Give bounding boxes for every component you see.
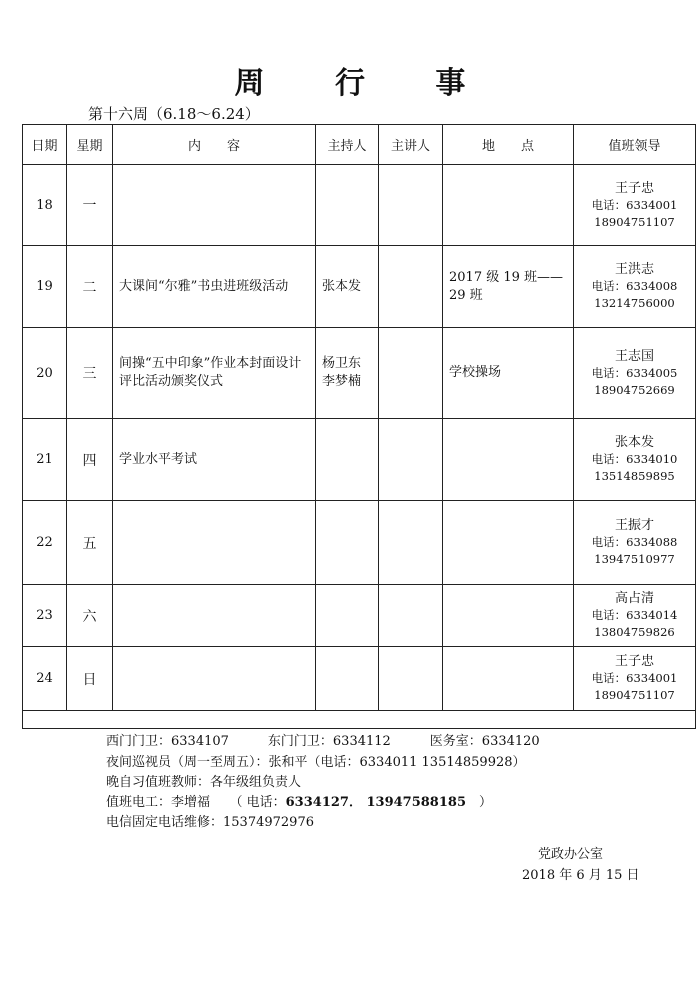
- table-row: [23, 501, 696, 585]
- leader-phone: 电话：6334005: [591, 365, 678, 380]
- speaker-cell: [379, 165, 443, 246]
- leader-name: 王洪志: [614, 262, 654, 277]
- weekday-cell: 五: [67, 501, 113, 585]
- weekday-cell: 六: [67, 585, 113, 647]
- date-cell: 22: [23, 501, 67, 585]
- speaker-cell: [379, 501, 443, 585]
- host-cell: [316, 585, 379, 647]
- leader-mobile: 13804759826: [594, 625, 675, 639]
- table-row: [23, 246, 696, 328]
- evening-duty: 晚自习值班教师：各年级组负责人: [106, 775, 302, 790]
- leader-name: 高占清: [614, 591, 654, 606]
- leader-mobile: 18904751107: [594, 214, 675, 229]
- weekday-cell: 日: [67, 647, 113, 711]
- speaker-cell: [379, 585, 443, 647]
- date-cell: 20: [23, 328, 67, 419]
- content-cell: 学业水平考试: [113, 419, 316, 501]
- leader-phone: 电话：6334010: [591, 452, 678, 466]
- leader-cell: [574, 246, 696, 328]
- header-speaker: 主讲人: [379, 125, 443, 165]
- speaker-cell: [379, 246, 443, 328]
- table-row: [23, 328, 696, 419]
- content-cell: [113, 647, 316, 711]
- table-row: [23, 419, 696, 501]
- header-host: 主持人: [316, 125, 379, 165]
- electrician-phones: 6334127． 13947588185: [285, 795, 466, 810]
- telecom-repair: 电信固定电话维修：15374972976: [106, 815, 314, 830]
- leader-phone: 电话：6334008: [591, 279, 678, 293]
- place-cell: [443, 165, 574, 246]
- date-cell: 21: [23, 419, 67, 501]
- date-cell: 23: [23, 585, 67, 647]
- speaker-cell: [379, 328, 443, 419]
- gate-phones: 西门门卫：6334107 东门门卫：6334112 医务室：6334120: [106, 734, 540, 749]
- leader-phone: 电话：6334088: [591, 535, 678, 549]
- leader-cell: [574, 165, 696, 246]
- content-cell: [113, 585, 316, 647]
- speaker-cell: [379, 647, 443, 711]
- place-cell: [443, 501, 574, 585]
- date-cell: 19: [23, 246, 67, 328]
- content-cell: [113, 165, 316, 246]
- place-cell: 学校操场: [443, 328, 574, 419]
- content-cell: 间操“五中印象”作业本封面设计评比活动颁奖仪式: [113, 328, 316, 419]
- filler-cell: [23, 711, 696, 729]
- night-patrol: 夜间巡视员（周一至周五）：张和平（电话：6334011 13514859928）: [106, 755, 526, 770]
- leader-name: 王振才: [614, 518, 654, 533]
- electrician-close: ）: [465, 795, 492, 810]
- leader-cell: [574, 419, 696, 501]
- host-cell: [316, 165, 379, 246]
- leader-mobile: 13947510977: [594, 552, 675, 566]
- header-leader: 值班领导: [574, 125, 696, 165]
- leader-phone: 电话：6334001: [591, 671, 678, 685]
- content-cell: [113, 501, 316, 585]
- host-cell: [316, 501, 379, 585]
- leader-name: 王子忠: [614, 180, 654, 196]
- host-cell: [316, 419, 379, 501]
- office-signature: 党政办公室: [538, 847, 604, 862]
- leader-mobile: 18904751107: [594, 688, 675, 702]
- leader-mobile: 18904752669: [594, 382, 675, 397]
- host-cell: [316, 647, 379, 711]
- electrician-label: 值班电工：李增福 （ 电话：: [106, 795, 286, 810]
- place-cell: [443, 647, 574, 711]
- leader-name: 张本发: [614, 435, 654, 450]
- leader-name: 王子忠: [614, 654, 654, 669]
- host-cell: 杨卫东 李梦楠: [316, 328, 379, 419]
- leader-cell: [574, 585, 696, 647]
- place-cell: 2017 级 19 班——29 班: [443, 246, 574, 328]
- table-row: [23, 647, 696, 711]
- signature-date: 2018 年 6 月 15 日: [522, 868, 640, 883]
- schedule-table: [22, 124, 696, 729]
- table-row: [23, 165, 696, 246]
- filler-row: [23, 711, 696, 729]
- date-cell: 18: [23, 165, 67, 246]
- weekday-cell: 三: [67, 328, 113, 419]
- weekday-cell: 四: [67, 419, 113, 501]
- week-subtitle: 第十六周（6.18～6.24）: [88, 105, 260, 123]
- place-cell: [443, 419, 574, 501]
- leader-cell: [574, 501, 696, 585]
- speaker-cell: [379, 419, 443, 501]
- page-title: 周 行 事: [234, 66, 496, 101]
- header-place: 地 点: [443, 125, 574, 165]
- leader-mobile: 13214756000: [594, 296, 675, 310]
- leader-cell: [574, 328, 696, 419]
- leader-phone: 电话：6334001: [591, 197, 678, 212]
- place-cell: [443, 585, 574, 647]
- header-row: [23, 125, 696, 165]
- content-cell: 大课间“尔雅”书虫进班级活动: [113, 246, 316, 328]
- leader-name: 王志国: [614, 348, 654, 364]
- leader-phone: 电话：6334014: [591, 608, 678, 622]
- electrician-line: [106, 791, 492, 810]
- date-cell: 24: [23, 647, 67, 711]
- header-content: 内 容: [113, 125, 316, 165]
- header-weekday: 星期: [67, 125, 113, 165]
- header-date: 日期: [23, 125, 67, 165]
- leader-cell: [574, 647, 696, 711]
- table-row: [23, 585, 696, 647]
- leader-mobile: 13514859895: [594, 469, 675, 483]
- weekday-cell: 二: [67, 246, 113, 328]
- weekday-cell: 一: [67, 165, 113, 246]
- host-cell: 张本发: [316, 246, 379, 328]
